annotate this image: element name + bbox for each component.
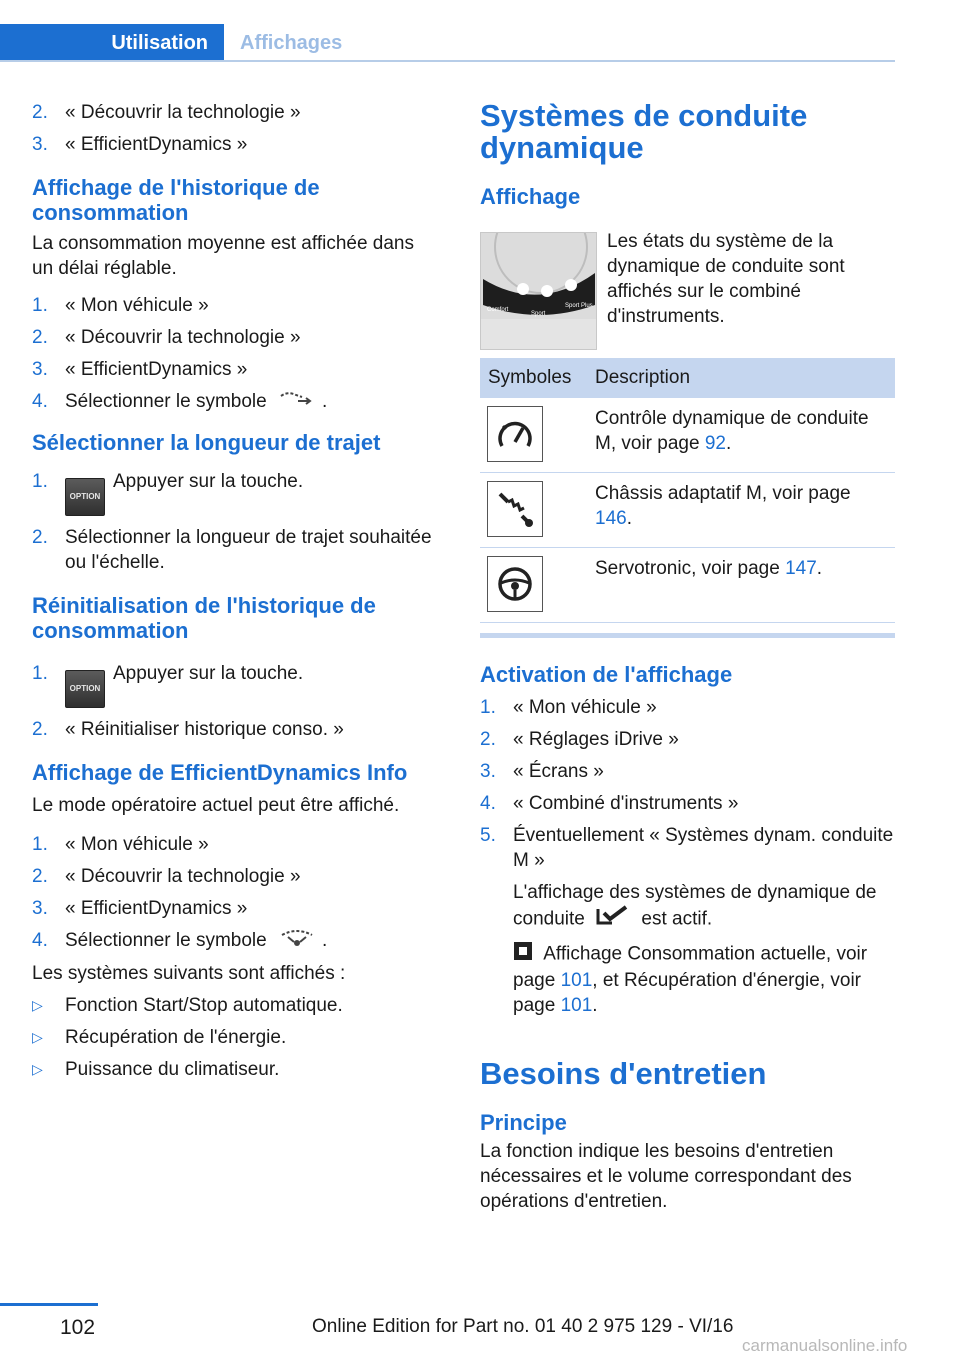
consumption-history-icon bbox=[278, 389, 316, 414]
right-column bbox=[480, 100, 895, 1214]
systems-list bbox=[32, 993, 437, 1082]
section-text: Le mode opératoire actuel peut être affiché. bbox=[32, 795, 400, 817]
continued-steps bbox=[32, 100, 437, 157]
list-item: 3. « EfficientDynamics » bbox=[32, 359, 248, 380]
list-item: 1. « Mon véhicule » bbox=[480, 697, 657, 718]
watermark: carmanualsonline.info bbox=[742, 1336, 908, 1355]
efficientdynamics-steps bbox=[32, 832, 437, 953]
header-bar bbox=[0, 24, 895, 62]
adaptive-suspension-icon bbox=[487, 481, 543, 537]
display-intro: Les états du système de la dynamique de conduite sont affichés sur le combiné d'instruments. bbox=[607, 231, 845, 327]
reset-steps bbox=[32, 661, 437, 742]
section-text: La consommation moyenne est affichée dans un délai réglable. bbox=[32, 233, 414, 279]
symbols-table bbox=[480, 358, 895, 623]
history-steps bbox=[32, 293, 437, 414]
section-title-reset: Réinitialisation de l'historique de consommation bbox=[32, 593, 376, 644]
list-item: ▷ Fonction Start/Stop automatique. bbox=[32, 994, 343, 1016]
svg-text:Comfort: Comfort bbox=[487, 307, 509, 313]
note-active: L'affichage des systèmes de dynamique de conduite est actif. bbox=[513, 880, 895, 934]
list-item: 2. « Découvrir la technologie » bbox=[32, 102, 301, 123]
triangle-bullet-icon: ▷ bbox=[32, 1028, 43, 1045]
list-item: 1. « Mon véhicule » bbox=[32, 834, 209, 856]
page-link[interactable]: 101 bbox=[560, 970, 593, 991]
list-item: 3. « EfficientDynamics » bbox=[32, 898, 248, 920]
instrument-cluster-image bbox=[480, 232, 597, 350]
section-title-trip-length: Sélectionner la longueur de trajet bbox=[32, 430, 381, 456]
list-item: 4. Sélectionner le symbole . bbox=[32, 928, 437, 953]
triangle-bullet-icon: ▷ bbox=[32, 996, 43, 1013]
page-title-driving-systems: Systèmes de conduite dynamique bbox=[480, 98, 808, 165]
note-consumption: Affichage Consommation actuelle, voir page 101, et Récupération d'énergie, voir page 101. bbox=[513, 941, 895, 1018]
edition-text: Online Edition for Part no. 01 40 2 975 129 - VI/16 bbox=[312, 1316, 734, 1337]
section-text: Les systèmes suivants sont affichés : bbox=[32, 962, 346, 984]
list-item: 1. « Mon véhicule » bbox=[32, 295, 209, 316]
activation-steps bbox=[480, 695, 895, 1018]
list-item: 3. « Écrans » bbox=[480, 761, 604, 782]
list-item: 2. « Découvrir la technologie » bbox=[32, 327, 301, 348]
list-item: 1. OPTIONAppuyer sur la touche. bbox=[32, 661, 437, 708]
list-item: 2. « Réinitialiser historique conso. » bbox=[32, 719, 344, 741]
list-item: 2. « Découvrir la technologie » bbox=[32, 866, 301, 888]
table-header-symbols: Symboles bbox=[480, 358, 587, 398]
list-item: ▷ Récupération de l'énergie. bbox=[32, 1026, 287, 1048]
list-item: 1. OPTIONAppuyer sur la touche. bbox=[32, 469, 437, 516]
list-item: 2. Sélectionner la longueur de trajet souhaitée ou l'échelle. bbox=[32, 527, 432, 574]
page-number: 102 bbox=[60, 1316, 96, 1339]
section-title-history: Affichage de l'historique de consommation bbox=[32, 175, 320, 225]
principle-text: La fonction indique les besoins d'entretien nécessaires et le volume correspondant des opérations d'entretien. bbox=[480, 1141, 852, 1212]
subsection-title-activation: Activation de l'affichage bbox=[480, 662, 733, 687]
page-link[interactable]: 92 bbox=[704, 433, 726, 454]
table-row: Contrôle dynamique de conduite M, voir page 92. bbox=[480, 398, 895, 473]
table-row: Châssis adaptatif M, voir page 146. bbox=[480, 473, 895, 548]
header-rule bbox=[0, 60, 895, 62]
tab-affichages[interactable]: Affichages bbox=[240, 32, 343, 54]
efficientdynamics-info-icon bbox=[278, 929, 316, 954]
list-item: ▷ Puissance du climatiseur. bbox=[32, 1058, 280, 1080]
steering-wheel-icon bbox=[487, 556, 543, 612]
table-row: Servotronic, voir page 147. bbox=[480, 548, 895, 623]
list-item: 4. Sélectionner le symbole . bbox=[32, 389, 437, 414]
list-item: 2. « Réglages iDrive » bbox=[480, 729, 679, 750]
subsection-title-display: Affichage bbox=[480, 184, 581, 209]
option-button-icon: OPTION bbox=[65, 670, 105, 708]
m-dynamic-control-icon bbox=[487, 406, 543, 462]
footer-rule bbox=[0, 1303, 98, 1306]
list-item: 5. Éventuellement « Systèmes dynam. conduite M » L'affichage des systèmes de dynamique de conduite est actif. Affichage Consommation actuelle, voir page 101, et Récupération d'énergie, voir page 101. bbox=[480, 825, 894, 1016]
page-title-maintenance: Besoins d'entretien bbox=[480, 1056, 767, 1091]
list-item: 3. « EfficientDynamics » bbox=[32, 134, 248, 155]
page-link[interactable]: 146 bbox=[595, 508, 627, 529]
option-button-icon: OPTION bbox=[65, 478, 105, 516]
section-title-efficientdynamics: Affichage de EfficientDynamics Info bbox=[32, 760, 408, 786]
table-header-description: Description bbox=[587, 358, 895, 398]
trip-length-steps bbox=[32, 469, 437, 575]
page-link[interactable]: 101 bbox=[560, 995, 593, 1016]
checkbox-icon bbox=[513, 941, 533, 968]
list-item: 4. « Combiné d'instruments » bbox=[480, 793, 739, 814]
checkmark-arrow-icon bbox=[596, 905, 630, 934]
triangle-bullet-icon: ▷ bbox=[32, 1060, 43, 1077]
page-link[interactable]: 147 bbox=[785, 558, 817, 579]
table-end-rule bbox=[480, 633, 895, 638]
left-column bbox=[32, 100, 437, 1089]
subsection-title-principle: Principe bbox=[480, 1110, 567, 1135]
svg-text:Sport Plus: Sport Plus bbox=[565, 303, 593, 309]
tab-utilisation[interactable]: Utilisation bbox=[0, 24, 224, 62]
svg-text:Sport: Sport bbox=[531, 311, 546, 317]
